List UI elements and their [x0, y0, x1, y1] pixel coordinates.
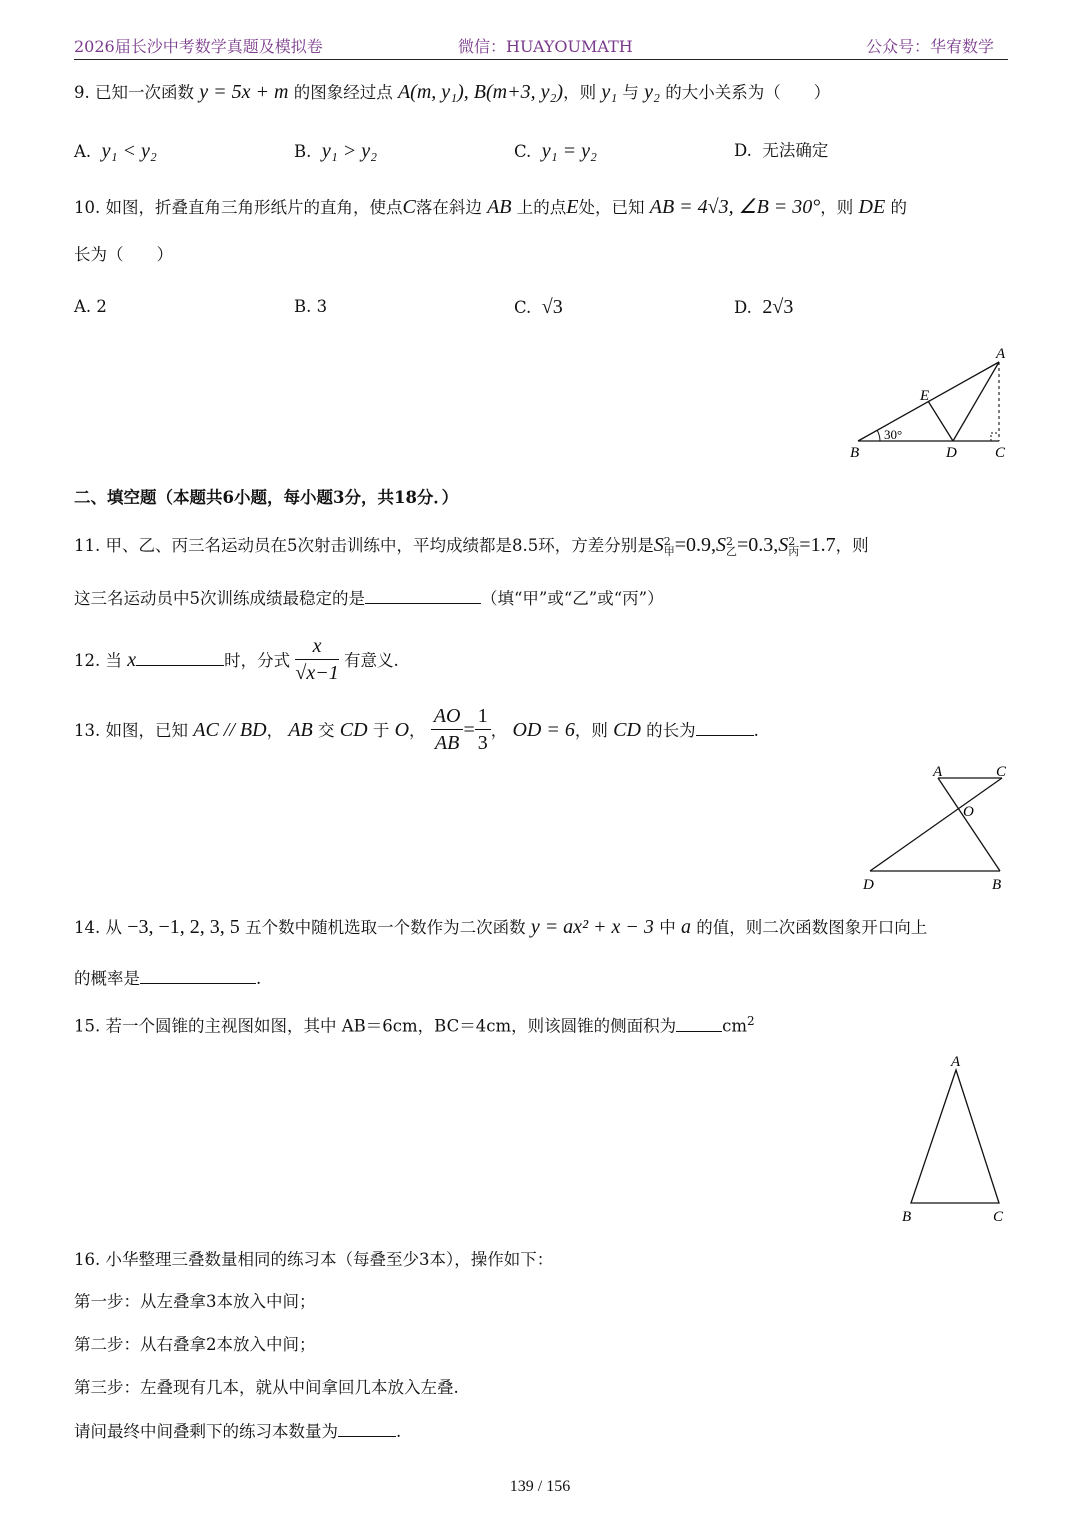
q13-text: 于: [372, 721, 390, 740]
question-15: [74, 1009, 755, 1039]
q13-text: ，: [409, 721, 426, 740]
q10-de: DE: [858, 196, 886, 218]
q14-answer-blank[interactable]: [140, 965, 256, 984]
option-text: y₁ > y₂: [321, 140, 378, 162]
q15-unit-power: 2: [747, 1014, 755, 1028]
question-16: 16. 小华整理三叠数量相同的练习本（每叠至少3本），操作如下：: [74, 1250, 554, 1269]
q12-text: 时，分式: [224, 651, 291, 670]
q14-line2: [74, 965, 261, 991]
q9-points: A(m, y₁), B(m+3, y₂): [397, 81, 564, 103]
option-text: y₁ < y₂: [101, 140, 157, 162]
label-a: A: [933, 764, 943, 780]
q11-text: 这三名运动员中5次训练成绩最稳定的是: [74, 589, 365, 608]
q9-option-a[interactable]: [74, 139, 157, 164]
q10-line2: 长为（ ）: [74, 245, 173, 264]
option-label: D.: [734, 298, 752, 317]
q11-s2: S: [716, 534, 727, 556]
q11-answer-blank[interactable]: [365, 585, 481, 604]
q14-text: .: [256, 969, 262, 988]
q10-point-e: E: [566, 196, 579, 218]
segment-ed: [928, 401, 953, 441]
question-11: [74, 533, 869, 558]
q13-ratio-right: [475, 703, 491, 756]
label-e: E: [920, 388, 930, 404]
q11-s1-sup: 2: [663, 534, 671, 548]
option-label: B.: [294, 142, 312, 161]
q11-s3-value: =1.7: [799, 534, 836, 556]
option-text: √3: [541, 296, 563, 318]
q9-y1: y₁: [601, 81, 618, 103]
q11-s2-value: =0.3,: [737, 534, 779, 556]
q13-ratio-three: 3: [477, 732, 488, 754]
q16-step-3: 第三步：左叠现有几本，就从中间拿回几本放入左叠.: [74, 1378, 459, 1397]
q10-text: 上的点: [516, 198, 567, 217]
q11-s3-sub: 丙: [788, 544, 800, 558]
q13-ratio-left: [431, 703, 464, 756]
option-text: 无法确定: [762, 141, 829, 160]
q10-point-c: C: [402, 196, 416, 218]
q13-text: 13. 如图，已知: [74, 721, 188, 740]
q10-text: 的: [890, 198, 907, 217]
q13-cd: CD: [339, 719, 368, 741]
q10-option-a[interactable]: [74, 295, 107, 319]
q10-condition: AB = 4√3, ∠B = 30°: [649, 196, 821, 218]
q10-option-b[interactable]: [294, 295, 327, 319]
q10-text: ，则: [820, 198, 854, 217]
q9-text: 的大小关系为（ ）: [665, 83, 831, 102]
q11-text: （填“甲”或“乙”或“丙”）: [481, 589, 664, 608]
q13-o: O: [394, 719, 410, 741]
q12-text: 有意义.: [344, 651, 399, 670]
q11-s2-sub: 乙: [726, 544, 738, 558]
q10-option-c[interactable]: [514, 295, 563, 320]
label-d: D: [946, 445, 957, 461]
option-label: A.: [74, 297, 92, 316]
option-text: 2√3: [762, 296, 794, 318]
q11-s1-sub: 甲: [663, 544, 675, 558]
label-b: B: [992, 877, 1002, 893]
label-b: B: [902, 1209, 912, 1225]
label-c: C: [995, 445, 1006, 461]
q16-answer-blank[interactable]: [338, 1418, 396, 1437]
segment-ab: [938, 778, 1000, 871]
option-text: 3: [316, 297, 328, 316]
q9-function: y = 5x + m: [199, 81, 289, 103]
q13-text: ，则: [574, 721, 608, 740]
q9-option-c[interactable]: [514, 139, 597, 164]
header-account: 公众号：华宥数学: [865, 37, 994, 56]
question-9: [74, 80, 830, 105]
option-text: 2: [96, 297, 107, 316]
question-13: [74, 704, 759, 758]
q9-text: 的图象经过点: [293, 83, 393, 102]
option-text: y₁ = y₂: [541, 140, 597, 162]
angle-arc: [877, 430, 880, 441]
q11-s1: S: [653, 534, 664, 556]
q13-text: ，: [266, 721, 284, 740]
page-header: [74, 34, 1008, 60]
q11-s2-sup: 2: [726, 534, 734, 548]
q9-text: 9. 已知一次函数: [74, 83, 194, 102]
q13-text: ，: [490, 721, 508, 740]
option-label: A.: [74, 142, 92, 161]
q13-equals: =: [463, 719, 475, 741]
q10-ab: AB: [487, 196, 512, 218]
header-title: 2026届长沙中考数学真题及模拟卷: [74, 37, 323, 56]
q14-function: y = ax² + x − 3: [530, 916, 654, 938]
q14-text: 中: [659, 918, 676, 937]
cone-front-view: [911, 1070, 999, 1203]
q16-step-2: 第二步：从右叠拿2本放入中间；: [74, 1335, 316, 1354]
q13-answer-blank[interactable]: [696, 717, 754, 736]
q14-numbers: −3, −1, 2, 3, 5: [127, 916, 240, 938]
segment-cd: [870, 778, 1002, 871]
label-c: C: [993, 1209, 1004, 1225]
q9-text: 与: [622, 83, 639, 102]
q14-text: 五个数中随机选取一个数作为二次函数: [245, 918, 526, 937]
label-a: A: [996, 346, 1006, 362]
q12-fraction: [295, 633, 338, 686]
q11-s1-value: =0.9,: [674, 534, 717, 556]
q9-text: ，则: [563, 83, 597, 102]
q14-a: a: [680, 916, 691, 938]
label-a: A: [951, 1054, 961, 1070]
question-12: [74, 634, 399, 688]
q10-figure: [840, 340, 1020, 465]
header-wechat: 微信：HUAYOUMATH: [458, 37, 633, 56]
q13-figure: [856, 758, 1016, 898]
header-divider: [74, 59, 1008, 60]
q16-question: [74, 1418, 401, 1444]
q9-option-d[interactable]: [734, 139, 828, 163]
q13-text: 的长为: [646, 721, 696, 740]
q15-unit: cm: [722, 1016, 747, 1036]
q10-text: 落在斜边: [415, 198, 482, 217]
q13-ab: AB: [288, 719, 313, 741]
option-label: C.: [514, 142, 532, 161]
q16-text: 请问最终中间叠剩下的练习本数量为: [74, 1422, 338, 1441]
option-label: C.: [514, 298, 532, 317]
q9-y2: y₂: [644, 81, 661, 103]
q13-text: .: [753, 721, 759, 740]
q13-text: 交: [318, 721, 335, 740]
q14-text: 的值，则二次函数图象开口向上: [696, 918, 928, 937]
q10-text: 10. 如图，折叠直角三角形纸片的直角，使点: [74, 198, 403, 217]
q13-parallel: AC // BD: [193, 719, 267, 741]
q13-ratio-numerator: AO: [431, 703, 464, 730]
q12-denominator: √x−1: [295, 662, 339, 684]
section-2-title: 二、填空题（本题共6小题，每小题3分，共18分．）: [74, 488, 459, 507]
option-label: B.: [294, 297, 312, 316]
q15-answer-blank[interactable]: [676, 1013, 722, 1032]
label-b: B: [850, 445, 860, 461]
question-10: [74, 195, 907, 220]
label-o: O: [963, 804, 974, 820]
q10-text: 处，已知: [578, 198, 645, 217]
q11-s3-sup: 2: [788, 534, 796, 548]
q11-text: 11. 甲、乙、丙三名运动员在5次射击训练中，平均成绩都是8.5环，方差分别是: [74, 536, 654, 555]
q9-option-b[interactable]: [294, 139, 377, 164]
q14-text: 14. 从: [74, 918, 122, 937]
q14-text: 的概率是: [74, 969, 140, 988]
q12-text: 12. 当: [74, 651, 122, 670]
q10-option-d[interactable]: [734, 295, 793, 320]
angle-label: 30°: [884, 427, 903, 442]
q15-figure: [895, 1048, 1015, 1228]
q13-od: OD = 6: [512, 719, 575, 741]
page-number: 139 / 156: [509, 1478, 571, 1495]
label-d: D: [863, 877, 874, 893]
q11-text: ，则: [835, 536, 869, 555]
q13-ratio-one: 1: [475, 703, 491, 730]
q15-text: 15. 若一个圆锥的主视图如图，其中 AB＝6cm，BC＝4cm，则该圆锥的侧面积为: [74, 1016, 677, 1036]
q12-answer-blank[interactable]: [136, 647, 224, 666]
q13-ratio-denominator: AB: [434, 732, 460, 754]
q13-cd: CD: [613, 719, 641, 741]
q16-text: .: [396, 1422, 402, 1441]
segment-ad: [953, 362, 999, 441]
q11-s3: S: [778, 534, 789, 556]
q12-x: x: [127, 649, 137, 671]
q12-numerator: x: [295, 633, 338, 660]
right-angle-mark: [991, 433, 999, 441]
option-label: D.: [734, 141, 752, 160]
question-14: [74, 915, 927, 940]
q11-line2: [74, 585, 664, 611]
label-c: C: [996, 764, 1007, 780]
q16-step-1: 第一步：从左叠拿3本放入中间；: [74, 1292, 316, 1311]
